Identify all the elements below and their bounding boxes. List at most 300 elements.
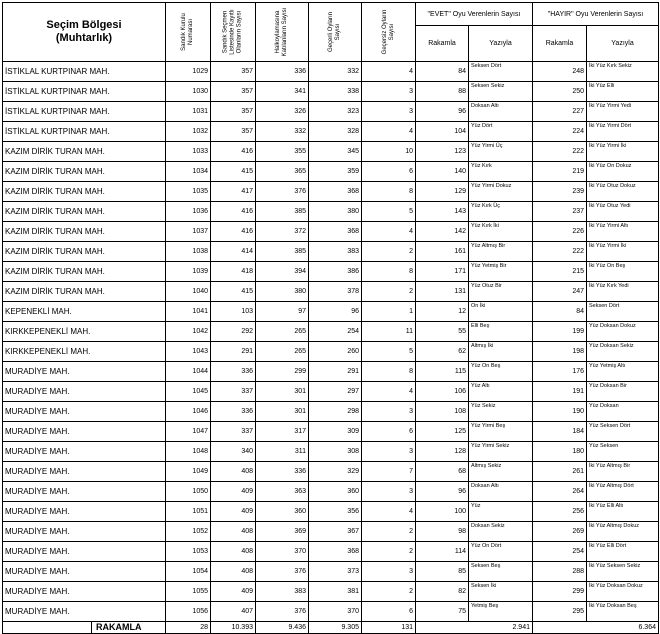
evet-words-cell: Seksen Dört — [469, 62, 533, 82]
region-cell: MURADİYE MAH. — [3, 582, 166, 602]
evet-figures-cell: 129 — [416, 182, 469, 202]
region-cell: MURADİYE MAH. — [3, 462, 166, 482]
valid-cell: 373 — [309, 562, 362, 582]
table-row — [3, 142, 659, 162]
voted-cell: 317 — [256, 422, 309, 442]
registered-cell: 418 — [211, 262, 256, 282]
region-cell: MURADİYE MAH. — [3, 442, 166, 462]
invalid-cell: 3 — [362, 442, 416, 462]
registered-cell: 417 — [211, 182, 256, 202]
table-row — [3, 402, 659, 422]
box-number-cell: 1031 — [166, 102, 211, 122]
evet-words-cell: Yüz On Beş — [469, 362, 533, 382]
registered-cell: 414 — [211, 242, 256, 262]
hayir-figures-cell: 224 — [533, 122, 587, 142]
header-box-number: Sandık Kurulu Numarası — [166, 3, 211, 62]
hayir-words-cell: İki Yüz Yirmi Altı — [587, 222, 659, 242]
hayir-figures-cell: 215 — [533, 262, 587, 282]
registered-cell: 357 — [211, 62, 256, 82]
invalid-cell: 2 — [362, 242, 416, 262]
hayir-words-cell: İki Yüz Elli Dört — [587, 542, 659, 562]
valid-cell: 329 — [309, 462, 362, 482]
hayir-figures-cell: 288 — [533, 562, 587, 582]
evet-figures-cell: 104 — [416, 122, 469, 142]
hayir-words-cell: İki Yüz Yirmi İki — [587, 242, 659, 262]
box-number-cell: 1048 — [166, 442, 211, 462]
evet-figures-cell: 55 — [416, 322, 469, 342]
evet-words-cell: Doksan Altı — [469, 102, 533, 122]
hayir-figures-cell: 222 — [533, 242, 587, 262]
hayir-words-cell: İki Yüz Altmış Dört — [587, 482, 659, 502]
hayir-words-cell: Yüz Seksen Dört — [587, 422, 659, 442]
valid-cell: 368 — [309, 542, 362, 562]
region-cell: İSTİKLAL KURTPINAR MAH. — [3, 82, 166, 102]
total-registered: 10.393 — [211, 622, 256, 634]
box-number-cell: 1046 — [166, 402, 211, 422]
region-cell: KAZIM DİRİK TURAN MAH. — [3, 142, 166, 162]
voted-cell: 370 — [256, 542, 309, 562]
registered-cell: 415 — [211, 282, 256, 302]
region-cell: MURADİYE MAH. — [3, 522, 166, 542]
invalid-cell: 4 — [362, 62, 416, 82]
hayir-words-cell: Seksen Dört — [587, 302, 659, 322]
hayir-figures-cell: 248 — [533, 62, 587, 82]
registered-cell: 291 — [211, 342, 256, 362]
evet-words-cell: Yüz Kırk İki — [469, 222, 533, 242]
region-cell: MURADİYE MAH. — [3, 542, 166, 562]
region-cell: KAZIM DİRİK TURAN MAH. — [3, 162, 166, 182]
box-number-cell: 1041 — [166, 302, 211, 322]
valid-cell: 370 — [309, 602, 362, 622]
evet-figures-cell: 12 — [416, 302, 469, 322]
hayir-figures-cell: 222 — [533, 142, 587, 162]
box-number-cell: 1044 — [166, 362, 211, 382]
invalid-cell: 3 — [362, 482, 416, 502]
evet-words-cell: Yüz Yirmi Üç — [469, 142, 533, 162]
totals-row — [3, 622, 659, 634]
valid-cell: 309 — [309, 422, 362, 442]
valid-cell: 332 — [309, 62, 362, 82]
box-number-cell: 1037 — [166, 222, 211, 242]
voted-cell: 336 — [256, 62, 309, 82]
evet-words-cell: Yüz Yetmiş Bir — [469, 262, 533, 282]
region-cell: MURADİYE MAH. — [3, 382, 166, 402]
region-cell: MURADİYE MAH. — [3, 362, 166, 382]
evet-figures-cell: 88 — [416, 82, 469, 102]
evet-figures-cell: 84 — [416, 62, 469, 82]
hayir-figures-cell: 237 — [533, 202, 587, 222]
table-row — [3, 82, 659, 102]
voted-cell: 301 — [256, 402, 309, 422]
region-cell: MURADİYE MAH. — [3, 502, 166, 522]
evet-figures-cell: 108 — [416, 402, 469, 422]
hayir-figures-cell: 269 — [533, 522, 587, 542]
registered-cell: 409 — [211, 482, 256, 502]
hayir-figures-cell: 247 — [533, 282, 587, 302]
invalid-cell: 6 — [362, 602, 416, 622]
voted-cell: 355 — [256, 142, 309, 162]
hayir-figures-cell: 226 — [533, 222, 587, 242]
evet-figures-cell: 62 — [416, 342, 469, 362]
registered-cell: 337 — [211, 422, 256, 442]
evet-figures-cell: 161 — [416, 242, 469, 262]
box-number-cell: 1034 — [166, 162, 211, 182]
evet-figures-cell: 115 — [416, 362, 469, 382]
evet-words-cell: Yüz On Dört — [469, 542, 533, 562]
voted-cell: 363 — [256, 482, 309, 502]
voted-cell: 311 — [256, 442, 309, 462]
box-number-cell: 1032 — [166, 122, 211, 142]
evet-figures-cell: 96 — [416, 482, 469, 502]
valid-cell: 356 — [309, 502, 362, 522]
evet-words-cell: Yüz Altı — [469, 382, 533, 402]
box-number-cell: 1038 — [166, 242, 211, 262]
registered-cell: 336 — [211, 402, 256, 422]
hayir-words-cell: Yüz Seksen — [587, 442, 659, 462]
evet-words-cell: Doksan Altı — [469, 482, 533, 502]
table-row — [3, 262, 659, 282]
valid-cell: 381 — [309, 582, 362, 602]
valid-cell: 378 — [309, 282, 362, 302]
region-cell: KIRKKEPENEKLİ MAH. — [3, 322, 166, 342]
invalid-cell: 3 — [362, 402, 416, 422]
invalid-cell: 4 — [362, 122, 416, 142]
total-hayir: 6.364 — [533, 622, 659, 634]
hayir-words-cell: İki Yüz Altmış Dokuz — [587, 522, 659, 542]
box-number-cell: 1036 — [166, 202, 211, 222]
evet-figures-cell: 128 — [416, 442, 469, 462]
valid-cell: 328 — [309, 122, 362, 142]
table-row — [3, 222, 659, 242]
box-number-cell: 1040 — [166, 282, 211, 302]
header-invalid: Geçersiz Oyların Sayısı — [362, 3, 416, 62]
voted-cell: 97 — [256, 302, 309, 322]
table-row — [3, 282, 659, 302]
header-hayir-group: "HAYIR" Oyu Verenlerin Sayısı — [533, 3, 659, 26]
hayir-figures-cell: 256 — [533, 502, 587, 522]
region-cell: MURADİYE MAH. — [3, 422, 166, 442]
total-voted: 9.436 — [256, 622, 309, 634]
evet-figures-cell: 140 — [416, 162, 469, 182]
evet-words-cell: Seksen Beş — [469, 562, 533, 582]
invalid-cell: 2 — [362, 522, 416, 542]
registered-cell: 407 — [211, 602, 256, 622]
voted-cell: 326 — [256, 102, 309, 122]
box-number-cell: 1043 — [166, 342, 211, 362]
region-cell: KAZIM DİRİK TURAN MAH. — [3, 262, 166, 282]
valid-cell: 368 — [309, 222, 362, 242]
registered-cell: 408 — [211, 562, 256, 582]
evet-words-cell: Yüz Yirmi Dokuz — [469, 182, 533, 202]
hayir-figures-cell: 227 — [533, 102, 587, 122]
voted-cell: 365 — [256, 162, 309, 182]
hayir-words-cell: İki Yüz Yirmi İki — [587, 142, 659, 162]
valid-cell: 96 — [309, 302, 362, 322]
header-evet-figures: Rakamla — [416, 26, 469, 62]
evet-words-cell: Altmış Sekiz — [469, 462, 533, 482]
table-row — [3, 182, 659, 202]
invalid-cell: 2 — [362, 542, 416, 562]
invalid-cell: 11 — [362, 322, 416, 342]
valid-cell: 254 — [309, 322, 362, 342]
voted-cell: 385 — [256, 242, 309, 262]
registered-cell: 408 — [211, 522, 256, 542]
table-row — [3, 62, 659, 82]
hayir-figures-cell: 250 — [533, 82, 587, 102]
table-row — [3, 162, 659, 182]
box-number-cell: 1039 — [166, 262, 211, 282]
hayir-figures-cell: 180 — [533, 442, 587, 462]
hayir-words-cell: İki Yüz On Beş — [587, 262, 659, 282]
valid-cell: 345 — [309, 142, 362, 162]
region-cell: KIRKKEPENEKLİ MAH. — [3, 342, 166, 362]
hayir-words-cell: İki Yüz Elli Altı — [587, 502, 659, 522]
hayir-words-cell: Yüz Doksan — [587, 402, 659, 422]
hayir-words-cell: Yüz Doksan Bir — [587, 382, 659, 402]
table-row — [3, 102, 659, 122]
invalid-cell: 8 — [362, 182, 416, 202]
hayir-words-cell: Yüz Doksan Dokuz — [587, 322, 659, 342]
region-cell: İSTİKLAL KURTPINAR MAH. — [3, 62, 166, 82]
evet-figures-cell: 75 — [416, 602, 469, 622]
total-valid: 9.305 — [309, 622, 362, 634]
valid-cell: 298 — [309, 402, 362, 422]
hayir-words-cell: İki Yüz Elli — [587, 82, 659, 102]
valid-cell: 383 — [309, 242, 362, 262]
evet-figures-cell: 171 — [416, 262, 469, 282]
hayir-words-cell: İki Yüz Yirmi Dört — [587, 122, 659, 142]
region-cell: MURADİYE MAH. — [3, 402, 166, 422]
evet-words-cell: Yüz Otuz Bir — [469, 282, 533, 302]
evet-figures-cell: 123 — [416, 142, 469, 162]
hayir-words-cell: İki Yüz Kırk Yedi — [587, 282, 659, 302]
header-hayir-figures: Rakamla — [533, 26, 587, 62]
evet-figures-cell: 142 — [416, 222, 469, 242]
table-row — [3, 502, 659, 522]
invalid-cell: 8 — [362, 362, 416, 382]
voted-cell: 332 — [256, 122, 309, 142]
hayir-figures-cell: 261 — [533, 462, 587, 482]
total-invalid: 131 — [362, 622, 416, 634]
table-row — [3, 562, 659, 582]
header-evet-group: "EVET" Oyu Verenlerin Sayısı — [416, 3, 533, 26]
voted-cell: 376 — [256, 562, 309, 582]
box-number-cell: 1056 — [166, 602, 211, 622]
registered-cell: 416 — [211, 222, 256, 242]
evet-figures-cell: 85 — [416, 562, 469, 582]
box-number-cell: 1042 — [166, 322, 211, 342]
header-region: Seçim Bölgesi (Muhtarlık) — [3, 3, 166, 62]
box-number-cell: 1033 — [166, 142, 211, 162]
hayir-words-cell: İki Yüz Kırk Sekiz — [587, 62, 659, 82]
evet-words-cell: Elli Beş — [469, 322, 533, 342]
hayir-words-cell: İki Yüz Doksan Beş — [587, 602, 659, 622]
hayir-words-cell: İki Yüz Yirmi Yedi — [587, 102, 659, 122]
valid-cell: 323 — [309, 102, 362, 122]
table-row — [3, 302, 659, 322]
voted-cell: 385 — [256, 202, 309, 222]
box-number-cell: 1047 — [166, 422, 211, 442]
evet-words-cell: Yüz Dört — [469, 122, 533, 142]
hayir-figures-cell: 184 — [533, 422, 587, 442]
valid-cell: 360 — [309, 482, 362, 502]
valid-cell: 386 — [309, 262, 362, 282]
registered-cell: 103 — [211, 302, 256, 322]
hayir-figures-cell: 190 — [533, 402, 587, 422]
table-row — [3, 482, 659, 502]
header-registered: Sandık Seçmen Listesinde Kayıtlı Olanların Sayısı — [211, 3, 256, 62]
invalid-cell: 8 — [362, 262, 416, 282]
evet-figures-cell: 82 — [416, 582, 469, 602]
voted-cell: 341 — [256, 82, 309, 102]
hayir-words-cell: İki Yüz Doksan Dokuz — [587, 582, 659, 602]
table-row — [3, 342, 659, 362]
invalid-cell: 7 — [362, 462, 416, 482]
invalid-cell: 3 — [362, 82, 416, 102]
invalid-cell: 5 — [362, 202, 416, 222]
box-number-cell: 1050 — [166, 482, 211, 502]
voted-cell: 360 — [256, 502, 309, 522]
hayir-figures-cell: 176 — [533, 362, 587, 382]
voted-cell: 383 — [256, 582, 309, 602]
evet-words-cell: Seksen İki — [469, 582, 533, 602]
evet-figures-cell: 114 — [416, 542, 469, 562]
registered-cell: 336 — [211, 362, 256, 382]
invalid-cell: 2 — [362, 282, 416, 302]
hayir-figures-cell: 264 — [533, 482, 587, 502]
box-number-cell: 1051 — [166, 502, 211, 522]
registered-cell: 408 — [211, 542, 256, 562]
evet-words-cell: Yetmiş Beş — [469, 602, 533, 622]
region-cell: İSTİKLAL KURTPINAR MAH. — [3, 122, 166, 142]
table-row — [3, 362, 659, 382]
total-boxes: 28 — [166, 622, 211, 634]
hayir-figures-cell: 191 — [533, 382, 587, 402]
valid-cell: 338 — [309, 82, 362, 102]
voted-cell: 265 — [256, 342, 309, 362]
hayir-figures-cell: 295 — [533, 602, 587, 622]
voted-cell: 376 — [256, 182, 309, 202]
voted-cell: 376 — [256, 602, 309, 622]
valid-cell: 308 — [309, 442, 362, 462]
valid-cell: 367 — [309, 522, 362, 542]
registered-cell: 357 — [211, 122, 256, 142]
table-row — [3, 422, 659, 442]
valid-cell: 260 — [309, 342, 362, 362]
evet-words-cell: Yüz — [469, 502, 533, 522]
valid-cell: 297 — [309, 382, 362, 402]
invalid-cell: 10 — [362, 142, 416, 162]
registered-cell: 416 — [211, 142, 256, 162]
valid-cell: 368 — [309, 182, 362, 202]
invalid-cell: 3 — [362, 102, 416, 122]
evet-words-cell: Yüz Altmış Bir — [469, 242, 533, 262]
evet-words-cell: Yüz Kırk Üç — [469, 202, 533, 222]
header-valid: Geçerli Oyların Sayısı — [309, 3, 362, 62]
table-row — [3, 322, 659, 342]
hayir-words-cell: Yüz Doksan Sekiz — [587, 342, 659, 362]
evet-figures-cell: 96 — [416, 102, 469, 122]
invalid-cell: 3 — [362, 562, 416, 582]
registered-cell: 409 — [211, 502, 256, 522]
invalid-cell: 4 — [362, 382, 416, 402]
box-number-cell: 1045 — [166, 382, 211, 402]
table-row — [3, 582, 659, 602]
region-cell: MURADİYE MAH. — [3, 482, 166, 502]
invalid-cell: 2 — [362, 582, 416, 602]
header-evet-words: Yazıyla — [469, 26, 533, 62]
region-cell: KAZIM DİRİK TURAN MAH. — [3, 242, 166, 262]
voted-cell: 299 — [256, 362, 309, 382]
header-hayir-words: Yazıyla — [587, 26, 659, 62]
hayir-figures-cell: 84 — [533, 302, 587, 322]
box-number-cell: 1054 — [166, 562, 211, 582]
box-number-cell: 1029 — [166, 62, 211, 82]
hayir-words-cell: Yüz Yetmiş Altı — [587, 362, 659, 382]
evet-words-cell: On İki — [469, 302, 533, 322]
voted-cell: 394 — [256, 262, 309, 282]
hayir-figures-cell: 299 — [533, 582, 587, 602]
registered-cell: 415 — [211, 162, 256, 182]
registered-cell: 408 — [211, 462, 256, 482]
hayir-figures-cell: 199 — [533, 322, 587, 342]
table-row — [3, 462, 659, 482]
evet-words-cell: Yüz Yirmi Sekiz — [469, 442, 533, 462]
registered-cell: 337 — [211, 382, 256, 402]
box-number-cell: 1053 — [166, 542, 211, 562]
hayir-figures-cell: 254 — [533, 542, 587, 562]
evet-figures-cell: 68 — [416, 462, 469, 482]
invalid-cell: 6 — [362, 422, 416, 442]
region-cell: KAZIM DİRİK TURAN MAH. — [3, 282, 166, 302]
region-cell: KAZIM DİRİK TURAN MAH. — [3, 182, 166, 202]
evet-figures-cell: 106 — [416, 382, 469, 402]
region-cell: İSTİKLAL KURTPINAR MAH. — [3, 102, 166, 122]
region-cell: KAZIM DİRİK TURAN MAH. — [3, 202, 166, 222]
box-number-cell: 1049 — [166, 462, 211, 482]
evet-figures-cell: 100 — [416, 502, 469, 522]
table-row — [3, 542, 659, 562]
hayir-words-cell: İki Yüz Otuz Dokuz — [587, 182, 659, 202]
voted-cell: 369 — [256, 522, 309, 542]
valid-cell: 380 — [309, 202, 362, 222]
box-number-cell: 1055 — [166, 582, 211, 602]
evet-words-cell: Doksan Sekiz — [469, 522, 533, 542]
table-row — [3, 382, 659, 402]
registered-cell: 357 — [211, 82, 256, 102]
hayir-words-cell: İki Yüz Seksen Sekiz — [587, 562, 659, 582]
table-row — [3, 202, 659, 222]
evet-words-cell: Seksen Sekiz — [469, 82, 533, 102]
voted-cell: 336 — [256, 462, 309, 482]
voted-cell: 301 — [256, 382, 309, 402]
valid-cell: 359 — [309, 162, 362, 182]
registered-cell: 409 — [211, 582, 256, 602]
registered-cell: 292 — [211, 322, 256, 342]
results-table — [2, 2, 659, 634]
hayir-figures-cell: 198 — [533, 342, 587, 362]
registered-cell: 416 — [211, 202, 256, 222]
box-number-cell: 1035 — [166, 182, 211, 202]
box-number-cell: 1052 — [166, 522, 211, 542]
voted-cell: 380 — [256, 282, 309, 302]
hayir-figures-cell: 219 — [533, 162, 587, 182]
evet-figures-cell: 131 — [416, 282, 469, 302]
evet-figures-cell: 143 — [416, 202, 469, 222]
table-row — [3, 242, 659, 262]
header-voted: Halkoylamasına Katılanların Sayısı — [256, 3, 309, 62]
table-row — [3, 522, 659, 542]
